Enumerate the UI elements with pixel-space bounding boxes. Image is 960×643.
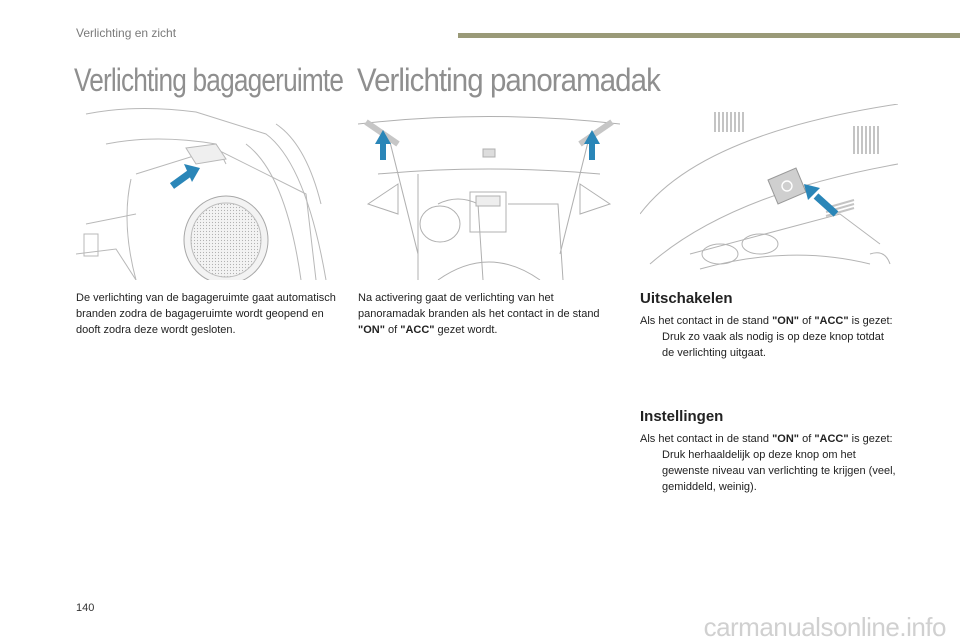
illustration-panoramic-roof <box>358 104 620 280</box>
header-accent-bar <box>458 33 960 38</box>
checkbox-bullet-icon <box>640 447 662 495</box>
uitschakelen-instructions: Als het contact in de stand "ON" of "ACC" is gezet: Druk zo vaak als nodig is op deze knop totdat de verlichting uitgaat. <box>640 315 893 359</box>
watermark: carmanualsonline.info <box>703 612 946 642</box>
page-number: 140 <box>76 602 95 614</box>
heading-instellingen: Instellingen <box>640 408 724 425</box>
roof-light-switch <box>768 168 806 204</box>
illustration-trunk <box>76 104 336 280</box>
trunk-lighting-description: De verlichting van de bagageruimte gaat automatisch branden zodra de bagageruimte wordt geopend en dooft zodra deze wordt gesloten. <box>76 292 336 336</box>
header-section-title: Verlichting en zicht <box>76 26 177 40</box>
title-panoramic-roof-lighting: Verlichting panoramadak <box>357 62 660 98</box>
checkbox-bullet-icon <box>640 329 662 361</box>
panoramic-roof-description: Na activering gaat de verlichting van het panoramadak branden als het contact in de stand "ON" of "ACC" gezet wordt. <box>358 292 600 336</box>
arrow-indicator-icon <box>172 164 200 186</box>
illustration-roof-switch <box>640 104 898 280</box>
heading-uitschakelen: Uitschakelen <box>640 290 733 307</box>
arrow-switch-icon <box>804 184 836 214</box>
title-trunk-lighting: Verlichting bagageruimte <box>74 62 344 98</box>
instellingen-instructions: Als het contact in de stand "ON" of "ACC" is gezet: Druk herhaaldelijk op deze knop om het gewenste niveau van verlichting te krijgen (veel, gemiddeld, weinig). <box>640 433 896 493</box>
speaker-grille <box>184 196 268 280</box>
